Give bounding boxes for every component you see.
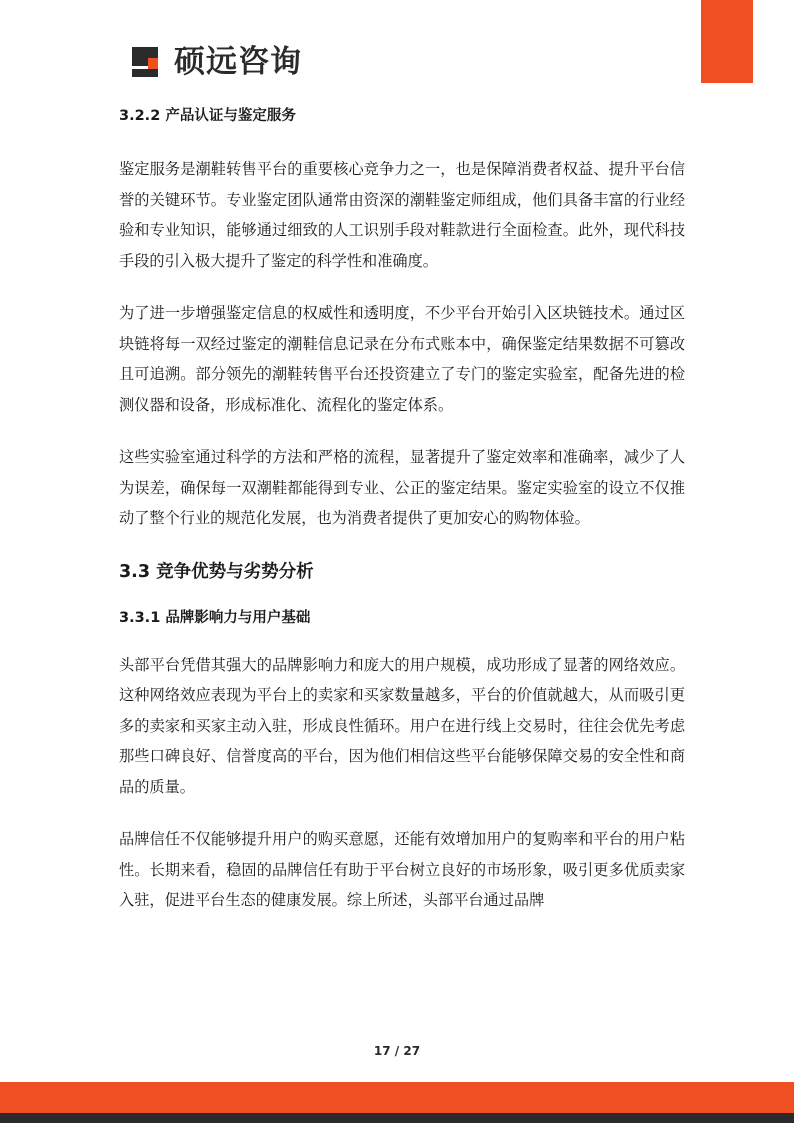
paragraph-brand-trust: 品牌信任不仅能够提升用户的购买意愿，还能有效增加用户的复购率和平台的用户粘性。长期来看，稳固的品牌信任有助于平台树立良好的市场形象，吸引更多优质卖家入驻，促进平台生态的健康发展。综上所述，头部平台通过品牌 — [119, 830, 685, 909]
section-heading-3-2-2: 3.2.2 产品认证与鉴定服务 — [119, 108, 296, 124]
paragraph-authentication-intro: 鉴定服务是潮鞋转售平台的重要核心竞争力之一，也是保障消费者权益、提升平台信誉的关键环节。专业鉴定团队通常由资深的潮鞋鉴定师组成，他们具备丰富的行业经验和专业知识，能够通过细致的人工识别手段对鞋款进行全面检查。此外，现代科技手段的引入极大提升了鉴定的科学性和准确度。 — [119, 160, 685, 270]
s-shaped-brand-logo-icon — [128, 43, 166, 81]
footer-accent-bar — [0, 1082, 794, 1113]
brand-name: 硕远咨询 — [174, 44, 302, 80]
paragraph-laboratory: 这些实验室通过科学的方法和严格的流程，显著提升了鉴定效率和准确率，减少了人为误差，确保每一双潮鞋都能得到专业、公正的鉴定结果。鉴定实验室的设立不仅推动了整个行业的规范化发展，也为消费者提供了更加安心的购物体验。 — [119, 448, 685, 527]
paragraph-network-effect: 头部平台凭借其强大的品牌影响力和庞大的用户规模，成功形成了显著的网络效应。这种网络效应表现为平台上的卖家和买家数量越多，平台的价值就越大，从而吸引更多的卖家和买家主动入驻，形成良性循环。用户在进行线上交易时，往往会优先考虑那些口碑良好、信誉度高的平台，因为他们相信这些平台能够保障交易的安全性和商品的质量。 — [119, 655, 685, 796]
footer-dark-bar — [0, 1113, 794, 1123]
document-body — [119, 104, 685, 916]
section-heading-3-3: 3.3 竞争优势与劣势分析 — [119, 561, 314, 582]
section-heading-3-3-1: 3.3.1 品牌影响力与用户基础 — [119, 609, 311, 626]
corner-accent-block — [701, 0, 753, 83]
page-number: 17 / 27 — [373, 1044, 421, 1058]
paragraph-blockchain: 为了进一步增强鉴定信息的权威性和透明度，不少平台开始引入区块链技术。通过区块链将每一双经过鉴定的潮鞋信息记录在分布式账本中，确保鉴定结果数据不可篡改且可追溯。部分领先的潮鞋转售平台还投资建立了专门的鉴定实验室，配备先进的检测仪器和设备，形成标准化、流程化的鉴定体系。 — [119, 304, 685, 414]
brand-logo — [128, 42, 302, 82]
